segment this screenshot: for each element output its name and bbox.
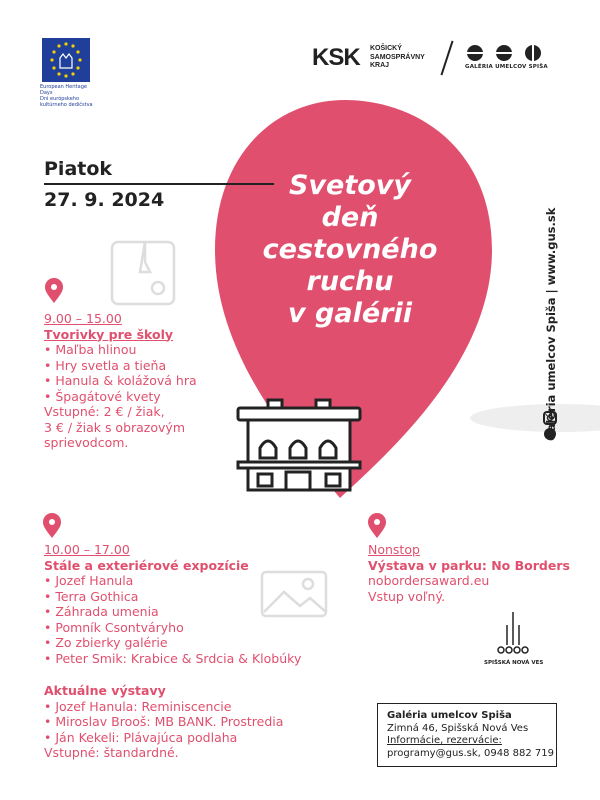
location-pin-icon bbox=[43, 513, 61, 538]
gallery-logo-name: GALÉRIA UMELCOV SPIŠA bbox=[465, 64, 548, 70]
contact-address: Zimná 46, Spišská Nová Ves bbox=[387, 722, 529, 734]
list-item: • Hanula & kolážová hra bbox=[44, 373, 197, 388]
event-date: 27. 9. 2024 bbox=[44, 189, 165, 211]
event-day: Piatok bbox=[44, 158, 113, 180]
contact-label: Informácie, rezervácie: bbox=[387, 735, 502, 746]
section-title: Aktuálne výstavy bbox=[44, 683, 166, 698]
spisska-nova-ves-logo-icon bbox=[498, 612, 528, 653]
contact-line[interactable]: programy@gus.sk, 0948 882 719 bbox=[387, 747, 555, 759]
website-link[interactable]: nobordersaward.eu bbox=[368, 573, 490, 588]
craft-frame-icon bbox=[112, 242, 174, 304]
list-item: • Jozef Hanula bbox=[44, 573, 134, 588]
list-item: • Jozef Hanula: Reminiscencie bbox=[44, 698, 232, 714]
list-item: • Zo zbierky galérie bbox=[44, 635, 168, 650]
ksk-logo: KSK bbox=[312, 44, 360, 71]
section-title: Stále a exteriérové expozície bbox=[44, 557, 249, 573]
eu-caption: European Heritage Days Dni európskeho kultúrneho dedičstva bbox=[40, 84, 93, 108]
entry-note: Vstup voľný. bbox=[368, 588, 446, 604]
list-item: • Hry svetla a tieňa bbox=[44, 357, 167, 373]
section-workshops bbox=[44, 311, 197, 451]
poster-title: Svetový deň cestovného ruchu v galérii bbox=[262, 170, 438, 329]
side-text: Galéria umelcov Spiša | www.gus.sk bbox=[544, 207, 558, 441]
price-line: Vstupné: štandardné. bbox=[44, 745, 179, 760]
price-line: 3 € / žiak s obrazovým bbox=[44, 419, 185, 435]
list-item: • Terra Gothica bbox=[44, 588, 139, 604]
price-line: Vstupné: 2 € / žiak, bbox=[44, 404, 165, 419]
section-title: Výstava v parku: No Borders bbox=[368, 557, 570, 573]
museum-building-icon bbox=[238, 400, 360, 490]
contact-name: Galéria umelcov Spiša bbox=[387, 710, 512, 721]
list-item: • Miroslav Brooš: MB BANK. Prostredia bbox=[44, 714, 284, 729]
section-title: Tvorivky pre školy bbox=[44, 326, 174, 342]
price-line: sprievodcom. bbox=[44, 435, 129, 450]
ksk-name: KOŠICKÝ SAMOSPRÁVNY KRAJ bbox=[370, 45, 425, 69]
section-current-exhibitions bbox=[44, 683, 283, 761]
section-expositions bbox=[44, 542, 301, 666]
section-time: 9.00 – 15.00 bbox=[44, 311, 122, 326]
list-item: • Ján Kekeli: Plávajúca podlaha bbox=[44, 729, 238, 745]
section-time: Nonstop bbox=[368, 542, 420, 557]
location-pin-icon bbox=[45, 278, 63, 303]
list-item: • Maľba hlinou bbox=[44, 342, 137, 357]
list-item: • Peter Smik: Krabice & Srdcia & Klobúky bbox=[44, 650, 302, 666]
list-item: • Záhrada umenia bbox=[44, 604, 159, 619]
list-item: • Špagátové kvety bbox=[44, 388, 161, 404]
pin-shadow bbox=[470, 404, 600, 432]
list-item: • Pomník Csontváryho bbox=[44, 619, 184, 635]
city-logo-text: SPIŠSKÁ NOVÁ VES bbox=[484, 660, 544, 666]
section-time: 10.00 – 17.00 bbox=[44, 542, 130, 557]
section-park-exhibition bbox=[368, 542, 570, 604]
location-pin-icon bbox=[368, 513, 386, 538]
contact-box bbox=[377, 703, 557, 767]
